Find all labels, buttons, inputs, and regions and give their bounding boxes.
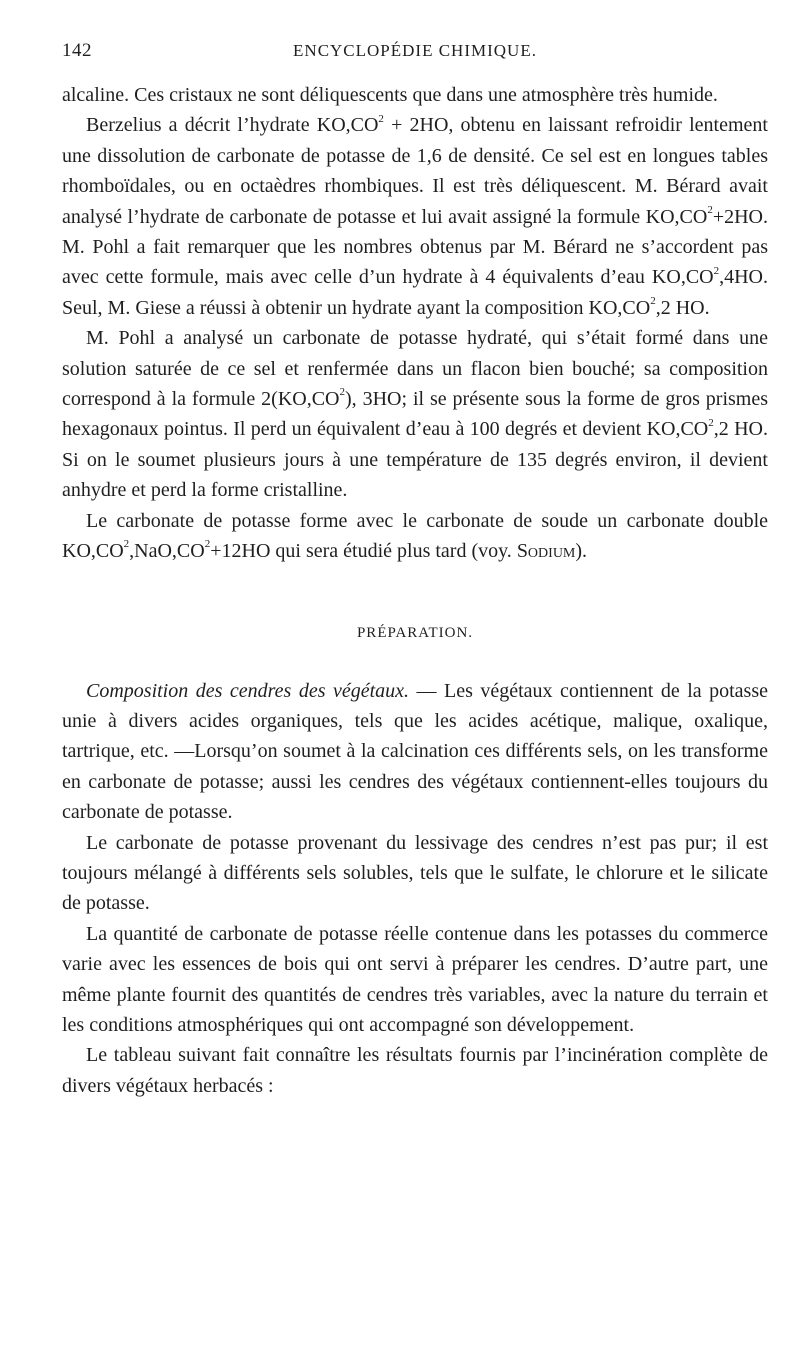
superscript: 2 [650, 295, 656, 308]
section-heading: PRÉPARATION. [356, 624, 474, 641]
text-run: ,4HO. Seul, M. Giese a réussi à obtenir un hydrate ayant la composition KO,CO [62, 266, 768, 319]
paragraph-lye-impurities [62, 828, 768, 919]
paragraph-pohl-analysis [62, 323, 768, 505]
running-title: ENCYCLOPÉDIE CHIMIQUE. [293, 41, 537, 60]
paragraph-double-carbonate [62, 506, 768, 567]
text-run: +2HO. M. Pohl a fait remarquer que les nombres obtenus par M. Bérard ne s’accordent pas avec cette formule, mais avec celle d’un hydrate à 4 équivalents d’eau KO,CO [62, 205, 768, 289]
paragraph-text: alcaline. Ces cristaux ne sont déliquescents que dans une atmosphère très humide. [62, 84, 718, 106]
cross-reference: Sodium [516, 540, 576, 563]
superscript: 2 [707, 203, 713, 216]
text-run: ,NaO,CO [129, 540, 205, 563]
text-run: + 2HO, obtenu en laissant refroidir lentement une dissolution de carbonate de potasse de 1,6 de densité. Ce sel est en longues tables rhomboïdales, ou en octaèdres rhombiques. Il est très déliquescent. M. Bérard avait analysé l’hydrate de carbonate de potasse et lui avait assigné la formule KO,CO [62, 114, 768, 228]
text-run: Le carbonate de potasse forme avec le carbonate de soude un carbonate double KO,CO [62, 509, 768, 563]
paragraph-table-intro [62, 1040, 768, 1101]
page-number: 142 [62, 40, 92, 61]
paragraph-text: La quantité de carbonate de potasse réelle contenue dans les potasses du commerce varie avec les essences de bois qui ont servi à préparer les cendres. D’autre part, une même plante fournit des quantités de cendres très variables, avec la nature du terrain et les conditions atmosphériques qui ont accompagné son développement. [62, 922, 768, 1036]
running-header [62, 40, 768, 80]
superscript: 2 [204, 538, 211, 551]
paragraph-commercial-potash [62, 919, 768, 1041]
body-text [62, 80, 768, 1101]
superscript: 2 [708, 416, 714, 429]
italic-subheading: Composition des cendres des végétaux. [86, 679, 410, 702]
paragraph-text: Le tableau suivant fait connaître les résultats fournis par l’incinération complète de divers végétaux herbacés : [62, 1044, 768, 1097]
text-run: ,2 HO. Si on le soumet plusieurs jours à une température de 135 degrés environ, il devient anhydre et perd la forme cristalline. [62, 418, 769, 502]
superscript: 2 [339, 386, 345, 399]
paragraph-text: — Les végétaux contiennent de la potasse unie à divers acides organiques, tels que les acides acétique, malique, oxalique, tartrique, etc. —Lorsqu’on soumet à la calcination ces différents sels, on les transforme en carbonate de potasse; aussi les cendres des végétaux contiennent-elles toujours du carbonate de potasse. [62, 679, 768, 824]
text-run: +12HO qui sera étudié plus tard (voy. [210, 540, 517, 563]
paragraph-continuation [62, 80, 768, 110]
paragraph-berzelius-hydrate [62, 110, 768, 323]
paragraph-text: Le carbonate de potasse provenant du lessivage des cendres n’est pas pur; il est toujours mélangé à différents sels solubles, tels que le sulfate, le chlorure et le silicate de potasse. [62, 831, 768, 915]
superscript: 2 [713, 264, 720, 277]
paragraph-ash-composition [62, 676, 768, 828]
text-run: M. Pohl a analysé un carbonate de potasse hydraté, qui s’était formé dans une solution saturée de ce sel et renfermée dans un flacon bien bouché; sa composition correspond à la formule 2(KO,CO [62, 327, 768, 411]
text-run: Berzelius a décrit l’hydrate KO,CO [86, 114, 379, 137]
text-run: ). [575, 540, 588, 563]
superscript: 2 [123, 538, 130, 551]
superscript: 2 [378, 112, 384, 125]
text-run: ), 3HO; il se présente sous la forme de gros prismes hexagonaux pointus. Il perd un équivalent d’eau à 100 degrés et devient KO,CO [62, 388, 768, 441]
text-run: ,2 HO. [655, 296, 710, 319]
